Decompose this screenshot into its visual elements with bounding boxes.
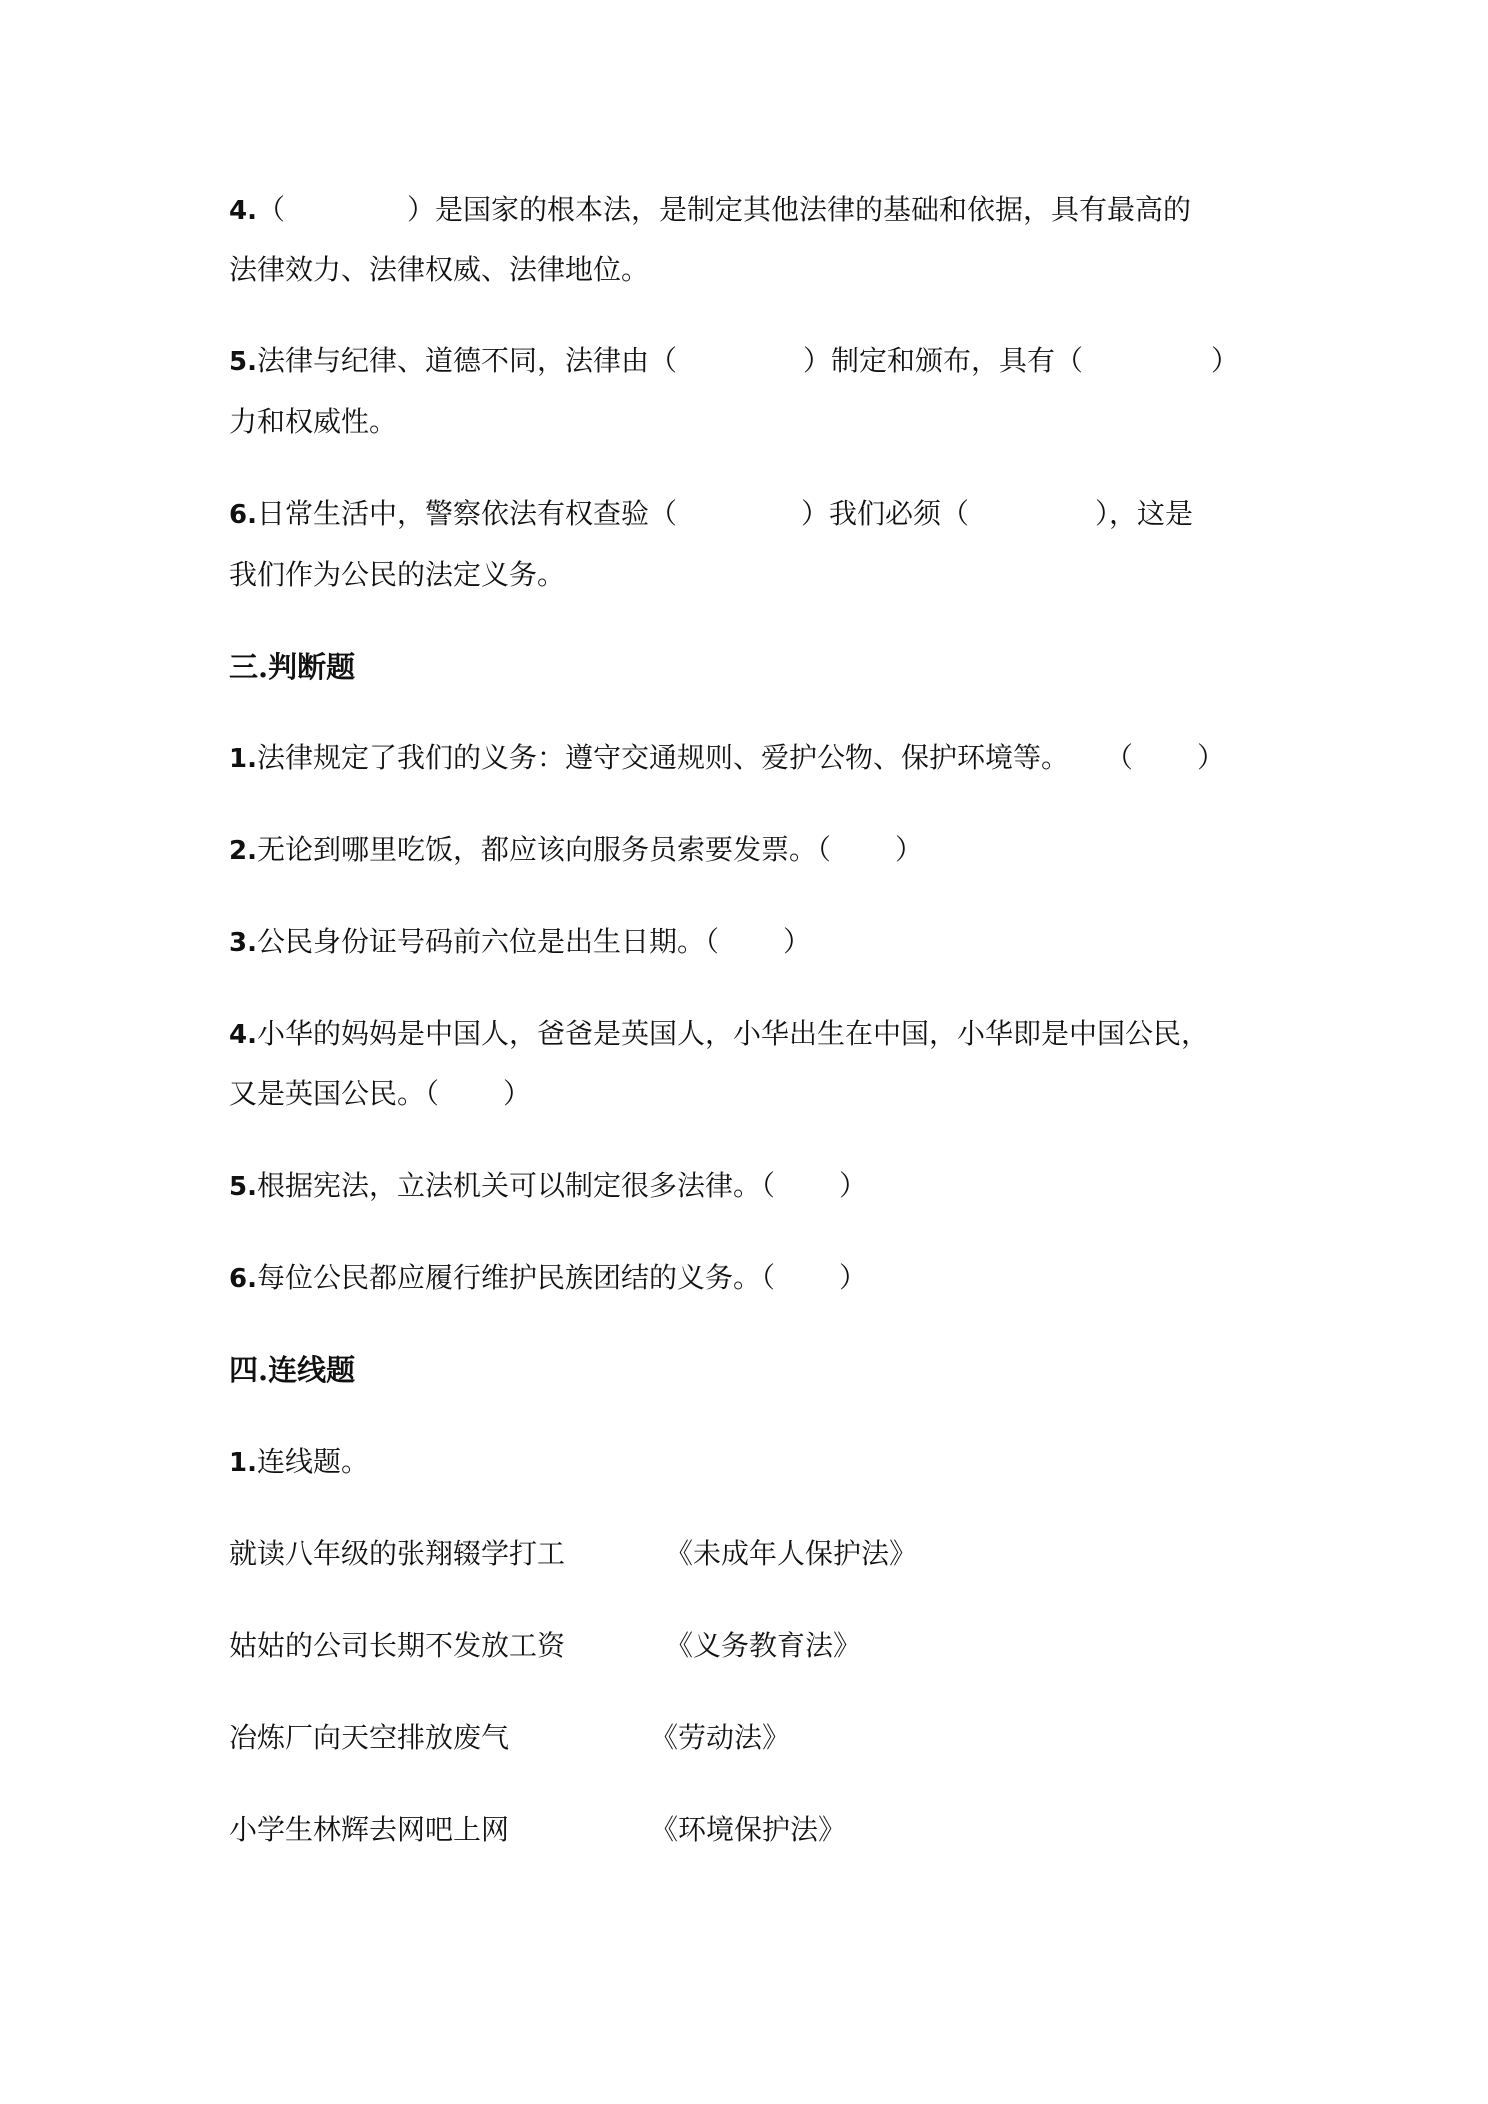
match-right-item-2: 《义务教育法》 (665, 1629, 862, 1662)
match-left-item-3: 冶炼厂向天空排放废气 (229, 1721, 510, 1754)
judge-item-5: 5.根据宪法，立法机关可以制定很多法律。（ ） (229, 1169, 868, 1202)
match-left-item-4: 小学生林辉去网吧上网 (229, 1813, 510, 1846)
section-4-title: 四.连线题 (229, 1353, 356, 1387)
match-left-item-1: 就读八年级的张翔辍学打工 (229, 1537, 566, 1570)
item-number: 5. (229, 347, 257, 377)
match-left-item-2: 姑姑的公司长期不发放工资 (229, 1629, 566, 1662)
fill-blank-item-6: 6.日常生活中，警察依法有权查验（ ）我们必须（ ），这是 (229, 497, 1194, 530)
section-3-title: 三.判断题 (229, 650, 356, 684)
judge-item-3: 3.公民身份证号码前六位是出生日期。（ ） (229, 925, 812, 958)
fill-blank-item-4: 4.（ ）是国家的根本法，是制定其他法律的基础和依据，具有最高的 (229, 193, 1191, 226)
match-right-item-4: 《环境保护法》 (650, 1813, 847, 1846)
fill-blank-item-5: 5.法律与纪律、道德不同，法律由（ ）制定和颁布，具有（ ） (229, 344, 1240, 377)
item-number: 6. (229, 500, 257, 530)
fill-blank-item-4-line2: 法律效力、法律权威、法律地位。 (229, 253, 650, 286)
judge-item-2: 2.无论到哪里吃饭，都应该向服务员索要发票。（ ） (229, 833, 924, 866)
judge-item-6: 6.每位公民都应履行维护民族团结的义务。（ ） (229, 1261, 868, 1294)
judge-item-4: 4.小华的妈妈是中国人，爸爸是英国人，小华出生在中国，小华即是中国公民， (229, 1017, 1209, 1050)
match-right-item-3: 《劳动法》 (650, 1721, 791, 1754)
judge-item-1: 1.法律规定了我们的义务：遵守交通规则、爱护公物、保护环境等。 （ ） (229, 741, 1226, 774)
fill-blank-item-6-line2: 我们作为公民的法定义务。 (229, 558, 566, 591)
fill-blank-item-5-line2: 力和权威性。 (229, 405, 398, 438)
judge-item-4-line2: 又是英国公民。（ ） (229, 1077, 532, 1110)
matching-question: 1.连线题。 (229, 1445, 369, 1478)
match-right-item-1: 《未成年人保护法》 (665, 1537, 918, 1570)
item-number: 4. (229, 196, 257, 226)
